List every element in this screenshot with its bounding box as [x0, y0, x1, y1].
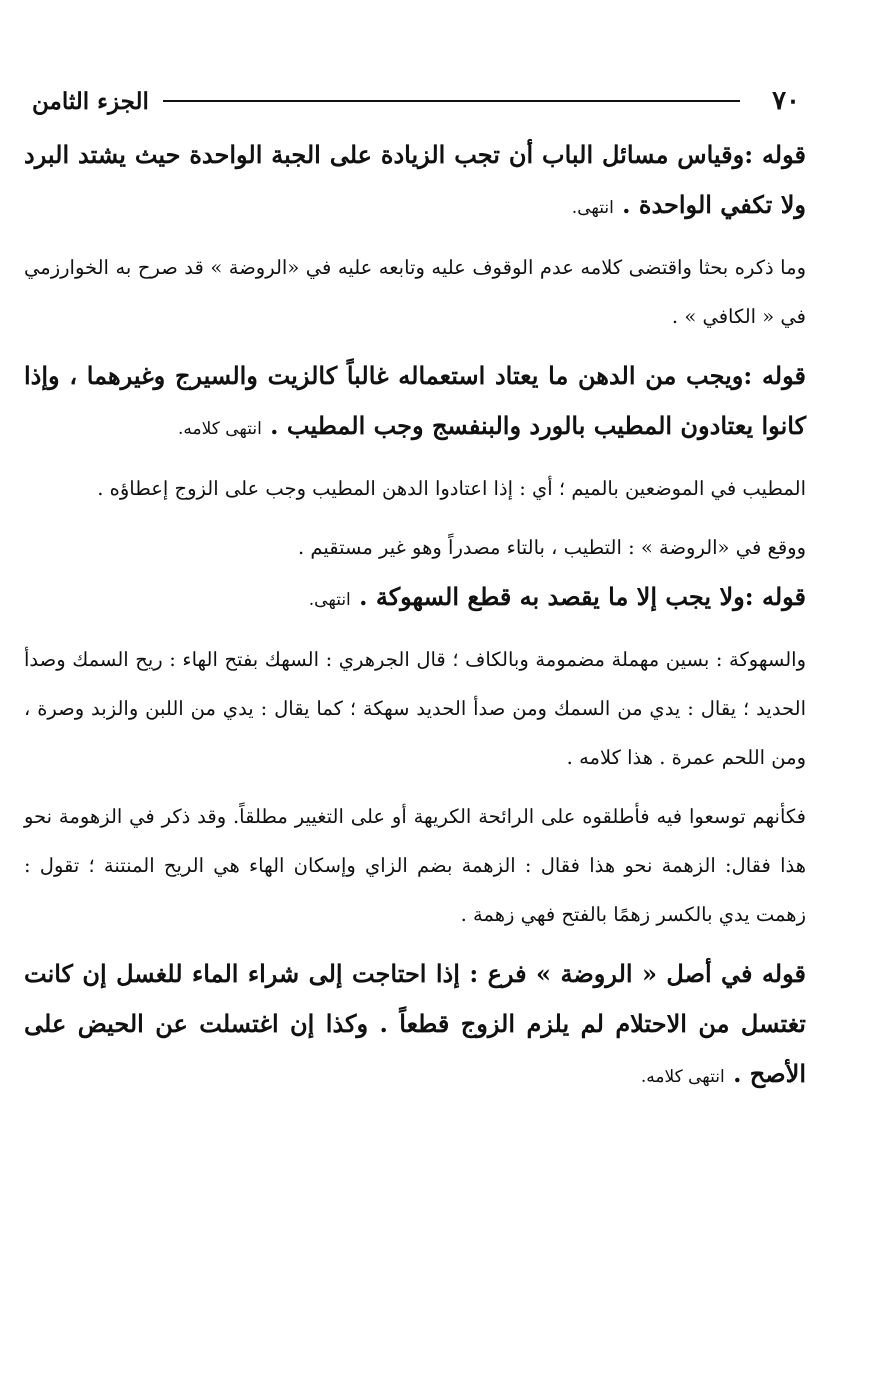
- page-header: [32, 78, 800, 124]
- header-rule: [163, 100, 740, 102]
- paragraph-9: قوله في أصل « الروضة » فرع : إذا احتاجت إلى شراء الماء للغسل إن كانت تغتسل من الاحتلام لم يلزم الزوج قطعاً . وكذا إن اغتسلت عن الحيض على الأصح . انتهى كلامه.: [24, 959, 806, 1088]
- paragraph-6: قوله :ولا يجب إلا ما يقصد به قطع السهوكة . انتهى.: [308, 582, 806, 611]
- paragraph-7: والسهوكة : بسين مهملة مضمومة وبالكاف ؛ قال الجرهري : السهك بفتح الهاء : ريح السمك وصدأ الحديد ؛ يقال : يدي من السمك ومن صدأ الحديد سهكة ؛ كما يقال : يدي من اللبن والزبد وصرة ، ومن اللحم عمرة . هذا كلامه .: [24, 648, 806, 769]
- page-number: ٧٠: [772, 86, 800, 116]
- paragraph-3: قوله :ويجب من الدهن ما يعتاد استعماله غالباً كالزيت والسيرج وغيرهما ، وإذا كانوا يعتادون المطيب بالورد والبنفسج وجب المطيب . انتهى كلامه.: [24, 361, 806, 440]
- page-body: [24, 130, 806, 1102]
- paragraph-8: فكأنهم توسعوا فيه فأطلقوه على الرائحة الكريهة أو على التغيير مطلقاً. وقد ذكر في الزهومة نحو هذا فقال: الزهمة نحو هذا فقال : الزهمة بضم الزاي وإسكان الهاء هي الريح المنتنة ؛ تقول : زهمت يدي بالكسر زهمًا بالفتح فهي زهمة .: [24, 805, 806, 926]
- running-title: الجزء الثامن: [32, 87, 149, 115]
- paragraph-1: قوله :وقياس مسائل الباب أن تجب الزيادة على الجبة الواحدة حيث يشتد البرد ولا تكفي الواحدة . انتهى.: [24, 140, 806, 219]
- paragraph-4: المطيب في الموضعين بالميم ؛ أي : إذا اعتادوا الدهن المطيب وجب على الزوج إعطاؤه .: [97, 477, 806, 500]
- paragraph-2: وما ذكره بحثا واقتضى كلامه عدم الوقوف عليه وتابعه عليه في «الروضة » قد صرح به الخوارزمي في « الكافي » .: [24, 256, 806, 328]
- paragraph-5: ووقع في «الروضة » : التطيب ، بالتاء مصدراً وهو غير مستقيم .: [297, 536, 806, 559]
